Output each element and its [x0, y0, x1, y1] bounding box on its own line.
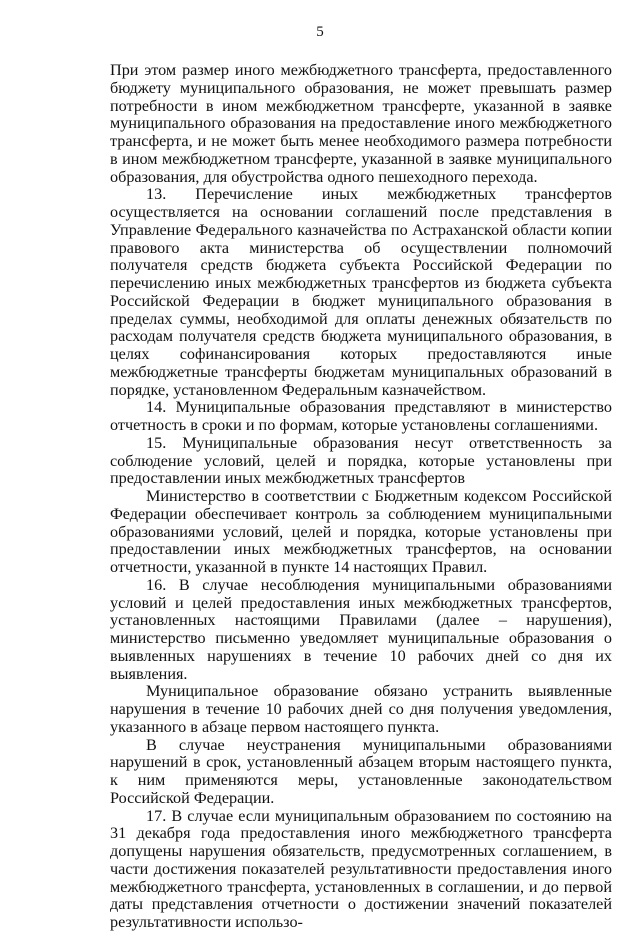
paragraph-item-13: 13. Перечисление иных межбюджетных трансфертов осуществляется на основании соглашений после представления в Управление Федерального казначейства по Астраханской области копии правового акта министерства об осуществлении полномочий получателя средств бюджета субъекта Российской Федерации по перечислению иных межбюджетных трансфертов из бюджета субъекта Российской Федерации в бюджет муниципального образования в пределах суммы, необходимой для оплаты денежных обязательств по расходам получателя средств бюджета муниципального образования, в целях софинансирования которых предоставляются иные межбюджетные трансферты бюджетам муниципальных образований в порядке, установленном Федеральным казначейством. [110, 185, 612, 399]
paragraph-item-15: 15. Муниципальные образования несут ответственность за соблюдение условий, целей и порядка, которые установлены при предоставлении иных межбюджетных трансфертов [110, 433, 612, 488]
paragraph-item-16: 16. В случае несоблюдения муниципальными образованиями условий и целей предоставления иных межбюджетных трансфертов, установленных настоящими Правилами (далее – нарушения), министерство письменно уведомляет муниципальные образования о выявленных нарушениях в течение 10 рабочих дней со дня их выявления. [110, 575, 612, 683]
document-body [110, 62, 612, 932]
paragraph-ministry-control: Министерство в соответствии с Бюджетным кодексом Российской Федерации обеспечивает контроль за соблюдением муниципальными образованиями условий, целей и порядка, которые установлены при предоставлении иных межбюджетных трансфертов, на основании отчетности, указанной в пункте 14 настоящих Правил. [110, 487, 612, 576]
paragraph-item-17: 17. В случае если муниципальным образованием по состоянию на 31 декабря года предоставления иного межбюджетного трансферта допущены нарушения обязательств, предусмотренных соглашением, в части достижения показателей результативности предоставления иного межбюджетного трансферта, установленных в соглашении, и до первой даты представления отчетности о достижении значений показателей результативности использо- [110, 806, 612, 931]
page-number: 5 [316, 24, 324, 40]
paragraph-non-elimination-measures: В случае неустранения муниципальными образованиями нарушений в срок, установленный абзацем вторым настоящего пункта, к ним применяются меры, установленные законодательством Российской Федерации. [110, 735, 612, 807]
paragraph-violation-elimination: Муниципальное образование обязано устранить выявленные нарушения в течение 10 рабочих дней со дня получения уведомления, указанного в абзаце первом настоящего пункта. [110, 682, 612, 736]
paragraph-item-14: 14. Муниципальные образования представляют в министерство отчетность в сроки и по формам, которые установлены соглашениями. [110, 398, 612, 434]
paragraph-transfer-size: При этом размер иного межбюджетного трансферта, предоставленного бюджету муниципального образования, не может превышать размер потребности в ином межбюджетном трансферте, указанной в заявке муниципального образования на предоставление иного межбюджетного трансферта, и не может быть менее необходимого размера потребности в ином межбюджетном трансферте, указанной в заявке муниципального образования, для обустройства одного пешеходного перехода. [110, 61, 612, 186]
